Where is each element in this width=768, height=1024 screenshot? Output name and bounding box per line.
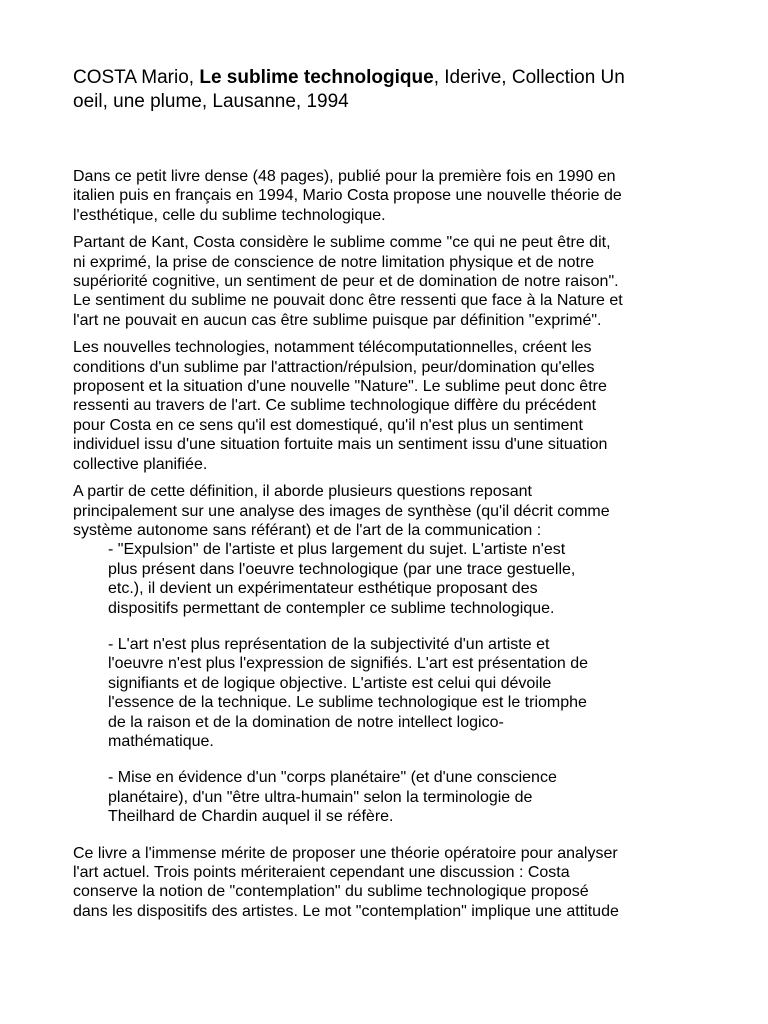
list-item: - "Expulsion" de l'artiste et plus largement du sujet. L'artiste n'est plus présent dans l'oeuvre technologique (par une trace gestuelle, etc.), il devient un expérimentateur esthétique proposant des dispositifs permettant de contempler ce sublime technologique. xyxy=(108,541,576,617)
citation-author: COSTA Mario, xyxy=(73,67,200,88)
document-page xyxy=(73,66,703,929)
paragraph-closing: Ce livre a l'immense mérite de proposer une théorie opératoire pour analyser l'art actuel. Trois points mériteraient cependant une discussion : Costa conserve la notion de "contemplation" du sublime technologique proposé dans les dispositifs des artistes. Le mot "contemplation" implique une attitude xyxy=(73,844,619,920)
paragraph-questions: A partir de cette définition, il aborde plusieurs questions reposant principalement sur une analyse des images de synthèse (qu'il décrit comme système autonome sans référant) et de l'art de la communication : xyxy=(73,483,610,539)
paragraph-technologies: Les nouvelles technologies, notamment télécomputationnelles, créent les conditions d'un sublime par l'attraction/répulsion, peur/domination qu'elles proposent et la situation d'une nouvelle "Nature". Le sublime peut donc être ressenti au travers de l'art. Ce sublime technologique diffère du précédent pour Costa en ce sens qu'il est domestiqué, qu'il n'est plus un sentiment individuel issu d'une situation fortuite mais un sentiment issu d'une situation collective planifiée. xyxy=(73,339,608,473)
list-item: - L'art n'est plus représentation de la subjectivité d'un artiste et l'oeuvre n'est plus l'expression de signifiés. L'art est présentation de signifiants et de logique objective. L'artiste est celui qui dévoile l'essence de la technique. Le sublime technologique est le triomphe de la raison et de la domination de notre intellect logico- mathématique. xyxy=(108,635,589,750)
citation-details: , Iderive, Collection Un oeil, une plume, Lausanne, 1994 xyxy=(73,67,625,112)
list-item: - Mise en évidence d'un "corps planétaire" (et d'une conscience planétaire), d'un "être ultra-humain" selon la terminologie de Theilhard de Chardin auquel il se réfère. xyxy=(108,769,557,826)
citation-title: Le sublime technologique xyxy=(199,67,434,88)
paragraph-kant: Partant de Kant, Costa considère le sublime comme "ce qui ne peut être dit, ni exprimé, la prise de conscience de notre limitation physique et de notre supériorité cognitive, un sentiment de peur et de domination de notre raison". Le sentiment du sublime ne pouvait donc être ressenti que face à la Nature et l'art ne pouvait en aucun cas être sublime puisque par définition "exprimé". xyxy=(73,234,623,329)
paragraph-intro: Dans ce petit livre dense (48 pages), publié pour la première fois en 1990 en italien puis en français en 1994, Mario Costa propose une nouvelle théorie de l'esthétique, celle du sublime technologique. xyxy=(73,168,622,224)
citation-heading xyxy=(73,66,703,114)
bullet-list xyxy=(73,540,703,826)
